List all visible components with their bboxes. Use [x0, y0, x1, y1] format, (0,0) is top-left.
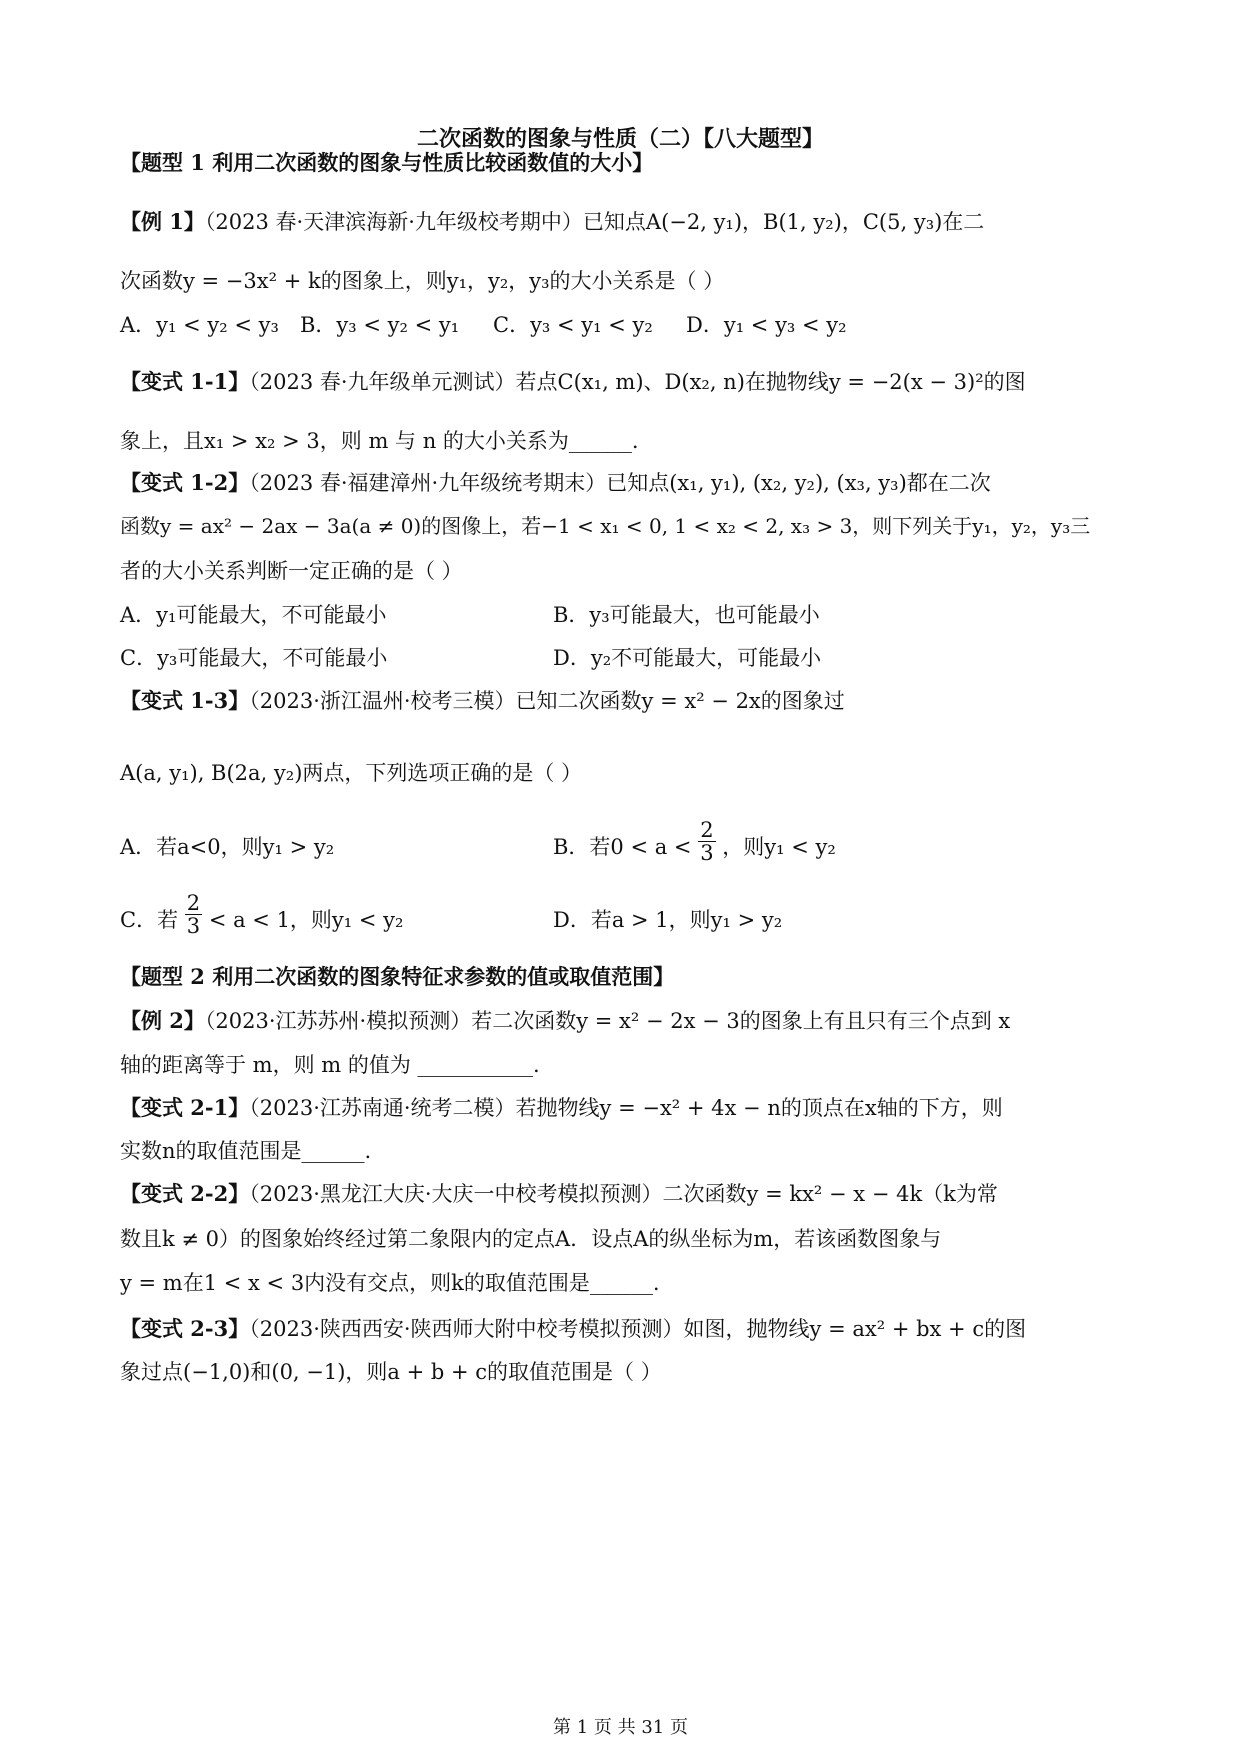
fraction-two-thirds: [185, 892, 202, 937]
variant-2-1-text-1: （2023·江苏南通·统考二模）若抛物线y = −x² + 4x − n的顶点在x轴的下方，则: [249, 1096, 1003, 1120]
variant-1-3-text-1: （2023·浙江温州·校考三模）已知二次函数y = x² − 2x的图象过: [249, 689, 845, 713]
variant-1-1-tag: 【变式 1-1】: [120, 369, 250, 394]
variant-1-3-line-1: [120, 686, 1119, 716]
fraction-numerator: 2: [186, 891, 201, 915]
variant-1-3-option-c: [120, 891, 404, 938]
variant-2-2-line-2: 数且k ≠ 0）的图象始终经过第二象限内的定点A．设点A的纵坐标为m，若该函数图象与: [120, 1227, 942, 1251]
variant-1-3-options-row-1: [120, 818, 1119, 878]
example-1-option-b: B．y₃ < y₂ < y₁: [300, 313, 460, 337]
variant-1-1-text-1: （2023 春·九年级单元测试）若点C(x₁, m)、D(x₂, n)在抛物线y = −2(x − 3)²的图: [249, 370, 1026, 394]
example-1-options: [120, 310, 1119, 340]
variant-2-1-tag: 【变式 2-1】: [120, 1095, 250, 1120]
variant-2-2-tag: 【变式 2-2】: [120, 1181, 250, 1206]
document-title: 二次函数的图象与性质（二）【八大题型】: [416, 126, 824, 152]
example-2-line-2: 轴的距离等于 m，则 m 的值为 ___________.: [120, 1053, 540, 1077]
example-1-option-c: C．y₃ < y₁ < y₂: [493, 313, 653, 337]
example-1-option-a: A．y₁ < y₂ < y₃: [120, 313, 279, 337]
variant-1-3-line-2: A(a, y₁), B(2a, y₂)两点，下列选项正确的是（ ）: [120, 761, 583, 785]
variant-2-2-line-1: [120, 1179, 1119, 1209]
example-1-tag: 【例 1】: [120, 209, 205, 234]
example-1-line-1: [120, 207, 1119, 237]
variant-2-1-line-2: 实数n的取值范围是______.: [120, 1139, 372, 1163]
fraction-denominator: 3: [186, 914, 201, 938]
variant-1-3-option-a: A．若a<0，则y₁ > y₂: [120, 835, 335, 859]
page-footer: 第 1 页 共 31 页: [553, 1717, 688, 1738]
variant-1-3-tag: 【变式 1-3】: [120, 688, 250, 713]
variant-2-3-line-1: [120, 1314, 1119, 1344]
variant-1-2-line-3: 者的大小关系判断一定正确的是（ ）: [120, 559, 463, 583]
variant-1-1-line-1: [120, 367, 1119, 397]
example-1-option-d: D．y₁ < y₃ < y₂: [686, 313, 847, 337]
fraction-denominator: 3: [700, 841, 714, 865]
example-1-text-1: （2023 春·天津滨海新·九年级校考期中）已知点A(−2, y₁)，B(1, y₂)，C(5, y₃)在二: [204, 210, 985, 234]
example-1-line-2: 次函数y = −3x² + k的图象上，则y₁，y₂，y₃的大小关系是（ ）: [120, 269, 725, 293]
variant-2-3-text-1: （2023·陕西西安·陕西师大附中校考模拟预测）如图，抛物线y = ax² + bx + c的图: [249, 1317, 1027, 1341]
variant-1-3-option-b: [553, 818, 836, 865]
fraction-numerator: 2: [700, 818, 714, 842]
variant-1-3-option-b-pre: B．若0 < a <: [553, 835, 692, 859]
variant-1-2-line-1: [120, 468, 1119, 498]
variant-1-3-option-c-post: < a < 1，则y₁ < y₂: [208, 908, 404, 932]
fraction-two-thirds: [698, 819, 715, 864]
variant-2-3-tag: 【变式 2-3】: [120, 1316, 250, 1341]
variant-2-3-line-2: 象过点(−1,0)和(0, −1)，则a + b + c的取值范围是（ ）: [120, 1360, 662, 1384]
variant-1-2-line-2: 函数y = ax² − 2ax − 3a(a ≠ 0)的图像上，若−1 < x₁ < 0, 1 < x₂ < 2, x₃ > 3，则下列关于y₁，y₂，y₃三: [120, 514, 1091, 538]
variant-2-1-line-1: [120, 1093, 1119, 1123]
variant-1-2-option-a: A．y₁可能最大，不可能最小: [120, 603, 387, 627]
example-2-text-1: （2023·江苏苏州·模拟预测）若二次函数y = x² − 2x − 3的图象上有且只有三个点到 x: [204, 1009, 1011, 1033]
example-2-line-1: [120, 1006, 1119, 1036]
variant-1-3-options-row-2: [120, 891, 1119, 951]
variant-1-2-option-d: D．y₂不可能最大，可能最小: [553, 646, 822, 670]
example-2-tag: 【例 2】: [120, 1008, 205, 1033]
topic-1-heading: 【题型 1 利用二次函数的图象与性质比较函数值的大小】: [120, 150, 654, 175]
variant-1-2-tag: 【变式 1-2】: [120, 470, 250, 495]
variant-2-2-line-3: y = m在1 < x < 3内没有交点，则k的取值范围是______.: [120, 1271, 660, 1295]
variant-1-3-option-d: D．若a > 1，则y₁ > y₂: [553, 908, 783, 932]
topic-2-heading: 【题型 2 利用二次函数的图象特征求参数的值或取值范围】: [120, 964, 675, 989]
variant-1-2-option-b: B．y₃可能最大，也可能最小: [553, 603, 820, 627]
variant-1-1-line-2: 象上，且x₁ > x₂ > 3，则 m 与 n 的大小关系为______.: [120, 429, 639, 453]
variant-1-2-text-1: （2023 春·福建漳州·九年级统考期末）已知点(x₁, y₁), (x₂, y₂), (x₃, y₃)都在二次: [249, 471, 991, 495]
variant-1-2-option-c: C．y₃可能最大，不可能最小: [120, 646, 388, 670]
variant-1-2-options-row-1: [120, 600, 1119, 630]
variant-1-2-options-row-2: [120, 643, 1119, 673]
variant-1-3-option-c-pre: C．若: [120, 908, 179, 932]
variant-1-3-option-b-post: ，则y₁ < y₂: [722, 835, 836, 859]
variant-2-2-text-1: （2023·黑龙江大庆·大庆一中校考模拟预测）二次函数y = kx² − x − 4k（k为常: [249, 1182, 998, 1206]
